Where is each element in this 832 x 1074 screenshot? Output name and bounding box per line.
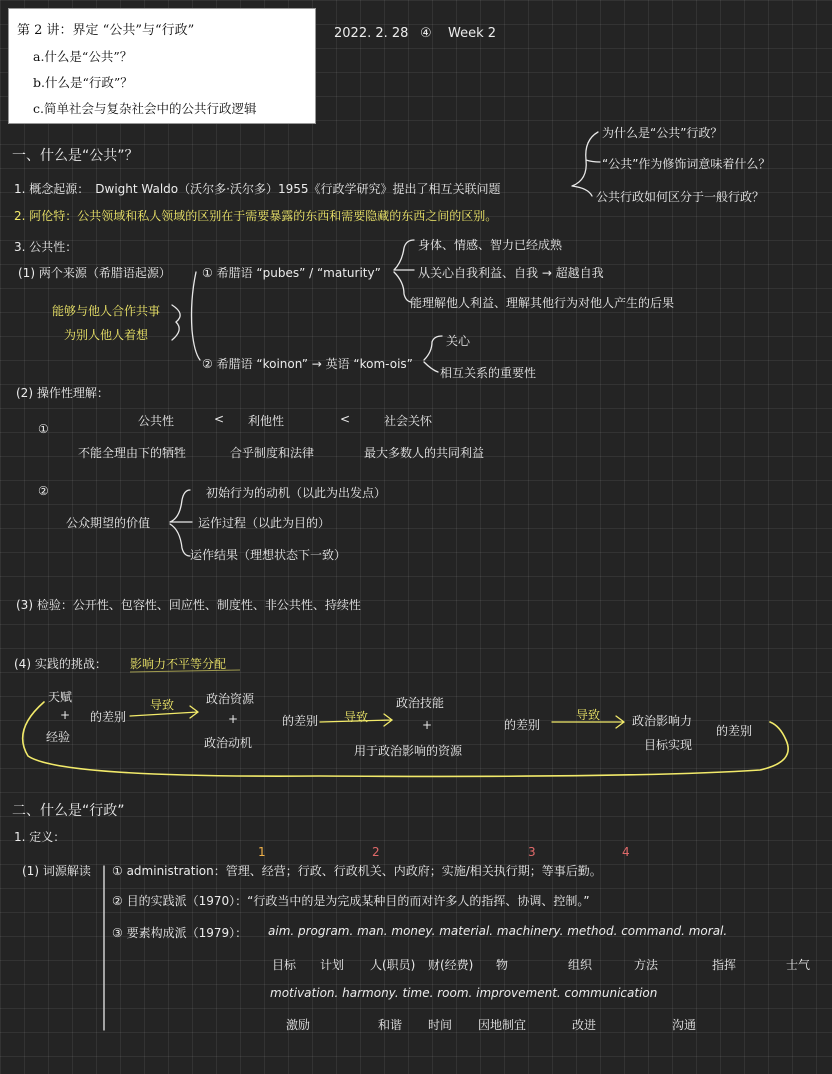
left-note-brace (172, 305, 180, 340)
element-zh-communication: 沟通 (672, 1018, 697, 1032)
flow-arrow-label-2: 导致 (344, 710, 369, 724)
element-zh-moral: 士气 (786, 958, 811, 972)
elements-english-2: motivation. harmony. time. room. improvement. communication (270, 986, 658, 1000)
pubes-brace (394, 240, 414, 302)
element-zh-time: 时间 (428, 1018, 453, 1032)
op2-motive: 初始行为的动机（以此为出发点） (206, 486, 387, 500)
flow-political-resources: 政治资源 (206, 692, 255, 706)
op2-result: 运作结果（理想状态下一致） (190, 548, 347, 562)
element-zh-motivation: 激励 (286, 1018, 311, 1032)
flow-arrow-label-3: 导致 (576, 708, 601, 722)
lecture-item-a: a.什么是“公共”？ (33, 49, 133, 64)
op2-process: 运作过程（以此为目的） (198, 516, 331, 530)
op1-social-care: 社会关怀 (384, 414, 433, 428)
flow-goal-achievement: 目标实现 (644, 738, 693, 752)
question-2: “公共”作为修饰词意味着什么？ (602, 157, 771, 171)
flow-diff-2: 的差别 (282, 714, 319, 728)
op1-altruism-sub: 合乎制度和法律 (230, 446, 315, 460)
mark-4: 4 (622, 845, 630, 859)
flow-diff-4: 的差别 (716, 724, 753, 738)
element-zh-money: 财(经费) (428, 958, 474, 972)
flow-political-skill: 政治技能 (396, 696, 445, 710)
op2-label: 公众期望的价值 (66, 516, 151, 530)
element-zh-improvement: 改进 (572, 1018, 597, 1032)
definition-element-school: ③ 要素构成派（1979）： (112, 926, 248, 940)
pubes-meaning-1: 身体、情感、智力已经成熟 (418, 238, 563, 252)
element-zh-room: 因地制宜 (478, 1018, 527, 1032)
element-zh-machinery: 组织 (568, 958, 593, 972)
challenge-label: (4) 实践的挑战： (14, 657, 107, 671)
note-date: 2022. 2. 28 (334, 26, 409, 41)
definition-label: 1. 定义： (14, 830, 66, 844)
element-zh-material: 物 (496, 958, 509, 972)
pubes-meaning-2: 从关心自我利益、自我 → 超越自我 (418, 266, 604, 280)
element-zh-harmony: 和谐 (378, 1018, 403, 1032)
op1-less-than-2: < (340, 412, 351, 426)
op1-altruism: 利他性 (248, 414, 285, 428)
flow-feedback-loop (23, 702, 789, 776)
op1-social-care-sub: 最大多数人的共同利益 (364, 446, 485, 460)
flow-diff-3: 的差别 (504, 718, 541, 732)
flow-talent: 天赋 (48, 690, 73, 704)
section1-heading: 一、什么是“公共”？ (12, 148, 139, 164)
challenge-value: 影响力不平等分配 (130, 657, 227, 671)
flow-experience: 经验 (46, 730, 71, 744)
mark-2: 2 (372, 845, 380, 859)
flow-plus-3: + (422, 718, 433, 732)
publicness-heading: 3. 公共性： (14, 240, 78, 254)
operational-label: (2) 操作性理解： (16, 386, 109, 400)
element-zh-aim: 目标 (272, 958, 297, 972)
definition-administration: ① administration：管理、经营；行政、行政机关、内政府；实施/相关执行期；等事后勤。 (112, 864, 602, 878)
op1-publicness: 公共性 (138, 414, 175, 428)
element-zh-man: 人(职员) (370, 958, 416, 972)
mark-1: 1 (258, 845, 266, 859)
flow-arrow-label-1: 导致 (150, 698, 175, 712)
origin-greek-koinon: ② 希腊语 “koinon” → 英语 “kom-ois” (202, 357, 413, 371)
flow-arrow-2 (320, 714, 392, 726)
elements-english-1: aim. program. man. money. material. machinery. method. command. moral. (268, 924, 728, 938)
pubes-meaning-3: 能理解他人利益、理解其他行为对他人产生的后果 (410, 296, 675, 310)
left-note-1: 能够与他人合作共事 (52, 304, 161, 318)
koinon-meaning-2: 相互关系的重要性 (440, 366, 537, 380)
origin-label: (1) 两个来源（希腊语起源） (18, 266, 171, 280)
flow-plus-2: + (228, 712, 239, 726)
lecture-item-c: c.简单社会与复杂社会中的公共行政逻辑 (33, 101, 257, 116)
mark-3: 3 (528, 845, 536, 859)
origin-greek-pubes: ① 希腊语 “pubes” / “maturity” (202, 266, 381, 280)
question-3: 公共行政如何区分于一般行政？ (596, 190, 765, 204)
lecture-title: 第 2 讲：界定 “公共”与“行政” (17, 23, 195, 38)
koinon-meaning-1: 关心 (446, 334, 471, 348)
definition-purpose-school: ② 目的实践派（1970）：“行政当中的是为完成某种目的而对许多人的指挥、协调、控制。” (112, 894, 590, 908)
lecture-item-b: b.什么是“行政”？ (33, 75, 133, 90)
element-zh-command: 指挥 (712, 958, 737, 972)
question-brace (572, 132, 600, 196)
flow-influence-resources: 用于政治影响的资源 (354, 744, 463, 758)
flow-diff-1: 的差别 (90, 710, 127, 724)
flow-arrow-3 (552, 716, 624, 728)
challenge-underline (130, 670, 240, 672)
concept-origin: 1. 概念起源： Dwight Waldo（沃尔多·沃尔多）1955《行政学研究》提出了相互关联问题 (14, 182, 501, 196)
question-1: 为什么是“公共”行政？ (602, 126, 723, 140)
op1-less-than-1: < (214, 412, 225, 426)
origin-brace (192, 272, 201, 360)
flow-plus-1: + (60, 708, 71, 722)
op2-brace (170, 490, 192, 556)
op1-number: ① (38, 422, 49, 436)
op1-publicness-sub: 不能全理由下的牺牲 (78, 446, 187, 460)
element-zh-method: 方法 (634, 958, 659, 972)
flow-political-motive: 政治动机 (204, 736, 253, 750)
op2-number: ② (38, 484, 49, 498)
arendt-note: 2. 阿伦特：公共领域和私人领域的区别在于需要暴露的东西和需要隐藏的东西之间的区别。 (14, 209, 498, 223)
left-note-2: 为别人他人着想 (64, 328, 149, 342)
note-week: Week 2 (448, 26, 497, 41)
test-criteria: (3) 检验：公开性、包容性、回应性、制度性、非公共性、持续性 (16, 598, 361, 612)
etymology-label: (1) 词源解读 (22, 864, 91, 878)
flow-arrow-1 (130, 706, 198, 718)
section2-heading: 二、什么是“行政” (12, 803, 125, 819)
note-circle: ④ (420, 26, 432, 41)
koinon-brace (424, 336, 442, 372)
element-zh-program: 计划 (320, 958, 345, 972)
flow-political-influence: 政治影响力 (632, 714, 693, 728)
